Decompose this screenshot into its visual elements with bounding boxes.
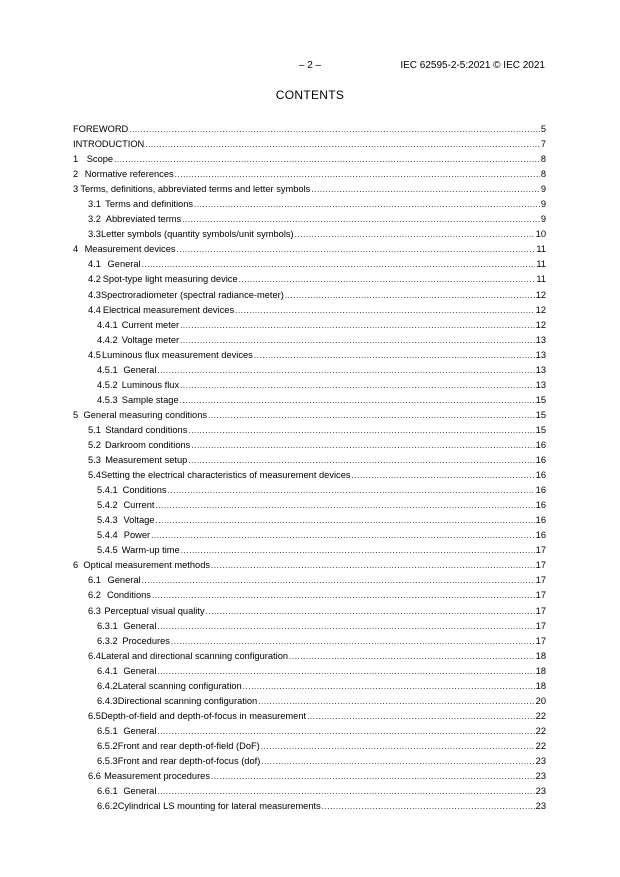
toc-entry-number: 5.4.2 [97,500,118,511]
toc-dot-leader [181,543,535,558]
toc-entry-title: Optical measurement methods [83,560,211,571]
toc-entry-number: 6.5.3 [97,755,118,766]
toc-entry-page: 16 [535,470,546,481]
toc-entry[interactable] [73,543,546,558]
toc-entry-number: 6.2 [88,590,101,601]
toc-entry[interactable] [73,769,546,784]
table-of-contents [73,122,546,814]
toc-entry-title: Conditions [122,485,167,496]
toc-entry-page: 12 [535,289,546,300]
toc-entry-title: Spot-type light measuring device [102,274,238,285]
toc-entry-number: 5.3 [88,455,101,466]
toc-entry-number: 1 [73,154,79,165]
toc-dot-leader [157,619,534,634]
toc-dot-leader [239,272,536,287]
toc-entry-page: 17 [535,620,546,631]
toc-dot-leader [180,318,535,333]
toc-entry[interactable] [73,333,546,348]
toc-dot-leader [307,709,535,724]
toc-entry[interactable] [73,558,546,573]
toc-entry-number: 4.5.2 [97,379,118,390]
toc-entry-title: Current [123,500,155,511]
toc-entry-page: 17 [535,635,546,646]
toc-entry-page: 11 [536,244,546,255]
toc-dot-leader [157,724,534,739]
toc-entry-title: General [123,620,157,631]
toc-dot-leader [188,453,534,468]
toc-entry-title: Letter symbols (quantity symbols/unit symbols) [100,229,294,240]
toc-entry[interactable] [73,182,546,197]
toc-entry[interactable] [73,468,546,483]
toc-dot-leader [157,784,534,799]
toc-dot-leader [157,363,534,378]
toc-entry-title: Current meter [121,319,180,330]
toc-entry-page: 9 [540,184,546,195]
toc-entry-page: 16 [535,500,546,511]
toc-entry[interactable] [73,679,546,694]
toc-entry[interactable] [73,694,546,709]
toc-entry-number: 6.4.1 [97,665,118,676]
toc-entry-number: 6.6.1 [97,786,118,797]
toc-entry[interactable] [73,257,546,272]
toc-entry-page: 22 [535,725,546,736]
toc-entry-title: Voltage [123,515,155,526]
toc-entry-title: Terms and definitions [105,199,194,210]
toc-entry[interactable] [73,754,546,769]
toc-entry-title: Cylindrical LS mounting for lateral measurements [117,801,321,812]
toc-dot-leader [175,167,540,182]
toc-entry[interactable] [73,303,546,318]
toc-entry-title: Scope [86,154,114,165]
toc-entry[interactable] [73,634,546,649]
toc-entry-title: Sample stage [121,394,179,405]
toc-entry-number: 6.4 [88,650,101,661]
toc-entry-page: 8 [540,154,546,165]
toc-entry-title: Voltage meter [121,334,180,345]
toc-entry-number: 6.6.2 [97,801,118,812]
toc-dot-leader [180,393,535,408]
toc-dot-leader [168,483,535,498]
toc-entry-number: 6.4.2 [97,680,118,691]
toc-entry-page: 15 [535,394,546,405]
toc-entry[interactable] [73,288,546,303]
toc-entry-title: Standard conditions [105,424,188,435]
toc-dot-leader [211,558,535,573]
toc-dot-leader [180,333,535,348]
toc-entry-number: 5 [73,409,79,420]
toc-entry[interactable] [73,408,546,423]
toc-entry-number: 3.2 [88,214,101,225]
toc-entry-title: Darkroom conditions [105,439,191,450]
toc-entry-number: 4.4.2 [97,334,118,345]
toc-entry-title: Setting the electrical characteristics of measurement devices [100,470,351,481]
toc-entry[interactable] [73,348,546,363]
toc-entry[interactable] [73,664,546,679]
toc-entry-number: 5.4 [88,470,101,481]
toc-entry[interactable] [73,318,546,333]
toc-entry-page: 15 [535,409,546,420]
toc-entry-title: General [123,665,157,676]
toc-entry[interactable] [73,604,546,619]
toc-entry-number: 3.3 [88,229,101,240]
toc-entry-title: Warm-up time [121,545,180,556]
toc-dot-leader [258,694,534,709]
toc-dot-leader [114,152,540,167]
toc-entry-page: 16 [535,485,546,496]
toc-entry-page: 13 [535,349,546,360]
toc-entry-title: Front and rear depth-of-field (DoF) [117,740,260,751]
toc-entry-page: 8 [540,169,546,180]
toc-entry-title: Electrical measurement devices [102,304,235,315]
toc-entry[interactable] [73,513,546,528]
toc-dot-leader [322,799,535,814]
toc-entry-page: 18 [535,650,546,661]
toc-entry-number: 4 [73,244,79,255]
toc-entry-page: 23 [535,786,546,797]
toc-entry-page: 22 [535,740,546,751]
toc-entry-title: Terms, definitions, abbreviated terms and letter symbols [80,184,311,195]
toc-dot-leader [235,303,535,318]
toc-entry[interactable] [73,212,546,227]
toc-entry-title: General measuring conditions [83,409,208,420]
toc-dot-leader [142,257,536,272]
toc-dot-leader [352,468,535,483]
toc-entry-page: 7 [540,139,546,150]
toc-dot-leader [206,604,535,619]
toc-entry-page: 12 [535,319,546,330]
toc-entry[interactable] [73,378,546,393]
toc-entry[interactable] [73,423,546,438]
toc-entry-page: 16 [535,515,546,526]
toc-entry[interactable] [73,363,546,378]
toc-dot-leader [182,212,540,227]
document-reference: IEC 62595-2-5:2021 © IEC 2021 [400,60,545,71]
toc-dot-leader [188,423,534,438]
toc-entry-title: Directional scanning configuration [117,695,258,706]
toc-entry-title: Measurement setup [105,455,188,466]
toc-dot-leader [243,679,535,694]
toc-entry-number: 5.1 [88,424,101,435]
toc-entry[interactable] [73,483,546,498]
toc-entry-page: 22 [535,710,546,721]
toc-entry-title: Conditions [107,590,151,601]
toc-entry-page: 13 [535,364,546,375]
toc-entry-page: 20 [535,695,546,706]
toc-entry-number: 6.3.2 [97,635,118,646]
toc-entry-page: 12 [535,304,546,315]
toc-entry-page: 17 [535,545,546,556]
toc-entry-number: 3.1 [88,199,101,210]
toc-entry-number: 5.4.5 [97,545,118,556]
toc-entry-page: 18 [535,680,546,691]
toc-entry-title: Normative references [84,169,174,180]
toc-entry-page: 9 [540,214,546,225]
toc-entry-page: 11 [536,259,546,270]
toc-entry-number: 6.3 [88,605,101,616]
toc-entry-number: 4.5.3 [97,394,118,405]
toc-dot-leader [157,664,534,679]
toc-dot-leader [142,573,535,588]
toc-entry[interactable] [73,137,546,152]
toc-entry-page: 13 [535,334,546,345]
toc-dot-leader [191,438,534,453]
toc-entry[interactable] [73,588,546,603]
toc-dot-leader [129,122,540,137]
toc-entry-page: 18 [535,665,546,676]
toc-entry[interactable] [73,709,546,724]
toc-dot-leader [261,754,534,769]
toc-dot-leader [180,378,535,393]
toc-dot-leader [194,197,540,212]
toc-entry-page: 11 [536,274,546,285]
toc-entry-number: 4.1 [88,259,101,270]
toc-entry-number: 4.2 [88,274,101,285]
toc-entry-page: 23 [535,771,546,782]
toc-entry-number: 6.4.3 [97,695,118,706]
toc-dot-leader [311,182,540,197]
toc-entry-title: Lateral scanning configuration [117,680,242,691]
toc-entry-title: Perceptual visual quality [104,605,205,616]
toc-dot-leader [152,588,535,603]
toc-entry-title: FOREWORD [73,124,129,134]
toc-entry[interactable] [73,197,546,212]
toc-entry-number: 5.4.1 [97,485,118,496]
toc-entry[interactable] [73,242,546,257]
toc-entry-title: General [123,786,157,797]
toc-dot-leader [208,408,535,423]
toc-entry-number: 6.1 [88,575,101,586]
toc-entry-title: Luminous flux [121,379,180,390]
toc-entry[interactable] [73,573,546,588]
toc-entry-number: 6.3.1 [97,620,118,631]
toc-entry[interactable] [73,498,546,513]
toc-entry-page: 17 [535,590,546,601]
toc-dot-leader [261,739,535,754]
toc-dot-leader [155,513,534,528]
toc-entry-page: 15 [535,424,546,435]
toc-entry[interactable] [73,784,546,799]
toc-dot-leader [145,137,540,152]
toc-entry-title: Depth-of-field and depth-of-focus in measurement [100,710,307,721]
toc-entry-page: 23 [535,755,546,766]
toc-entry[interactable] [73,619,546,634]
toc-entry[interactable] [73,227,546,242]
toc-entry-number: 6.6 [88,771,101,782]
toc-entry-title: Spectroradiometer (spectral radiance-meter) [100,289,284,300]
toc-entry-page: 17 [535,605,546,616]
toc-entry-page: 9 [540,199,546,210]
toc-entry-title: General [123,725,157,736]
toc-dot-leader [211,769,535,784]
toc-entry-title: General [107,575,141,586]
toc-entry-number: 3 [73,184,79,195]
toc-entry-number: 6.5.1 [97,725,118,736]
toc-entry-number: 4.4 [88,304,101,315]
toc-entry-title: Power [123,530,151,541]
toc-entry-title: Measurement procedures [104,771,210,782]
page-title: CONTENTS [275,88,345,102]
toc-entry[interactable] [73,649,546,664]
toc-entry-number: 4.4.1 [97,319,118,330]
toc-entry-page: 10 [535,229,546,240]
toc-entry-title: Abbreviated terms [105,214,182,225]
toc-dot-leader [151,528,535,543]
toc-entry-number: 4.5.1 [97,364,118,375]
toc-entry-page: 16 [535,439,546,450]
toc-entry-number: 6 [73,560,79,571]
toc-entry-title: INTRODUCTION [73,139,145,150]
toc-entry-title: Measurement devices [84,244,176,255]
toc-entry-number: 4.3 [88,289,101,300]
toc-entry-page: 23 [535,801,546,812]
toc-entry-page: 17 [535,575,546,586]
toc-entry[interactable] [73,393,546,408]
toc-entry-page: 13 [535,379,546,390]
toc-entry-title: Lateral and directional scanning configuration [100,650,289,661]
toc-entry[interactable] [73,438,546,453]
toc-entry-title: Front and rear depth-of-focus (dof) [117,755,261,766]
toc-entry-title: Luminous flux measurement devices [101,349,253,360]
toc-entry-title: General [123,364,157,375]
toc-entry[interactable] [73,724,546,739]
toc-entry-number: 5.2 [88,439,101,450]
toc-entry[interactable] [73,453,546,468]
toc-entry-title: Procedures [122,635,170,646]
toc-entry-page: 16 [535,530,546,541]
toc-entry-page: 5 [540,124,546,134]
toc-entry-number: 5.4.3 [97,515,118,526]
toc-entry-number: 6.5 [88,710,101,721]
toc-dot-leader [285,288,535,303]
toc-entry-number: 4.5 [88,349,101,360]
toc-entry[interactable] [73,739,546,754]
toc-entry[interactable] [73,122,546,137]
toc-dot-leader [254,348,535,363]
toc-entry-number: 2 [73,169,79,180]
toc-entry[interactable] [73,528,546,543]
toc-entry-title: General [107,259,141,270]
toc-dot-leader [289,649,535,664]
toc-entry[interactable] [73,152,546,167]
toc-dot-leader [177,242,536,257]
toc-dot-leader [155,498,534,513]
toc-entry[interactable] [73,167,546,182]
toc-dot-leader [295,227,535,242]
toc-dot-leader [171,634,535,649]
toc-entry-page: 17 [535,560,546,571]
page-number: – 2 – [298,60,322,71]
toc-entry-page: 16 [535,455,546,466]
toc-entry-number: 6.5.2 [97,740,118,751]
toc-entry[interactable] [73,272,546,287]
toc-entry[interactable] [73,799,546,814]
toc-entry-number: 5.4.4 [97,530,118,541]
